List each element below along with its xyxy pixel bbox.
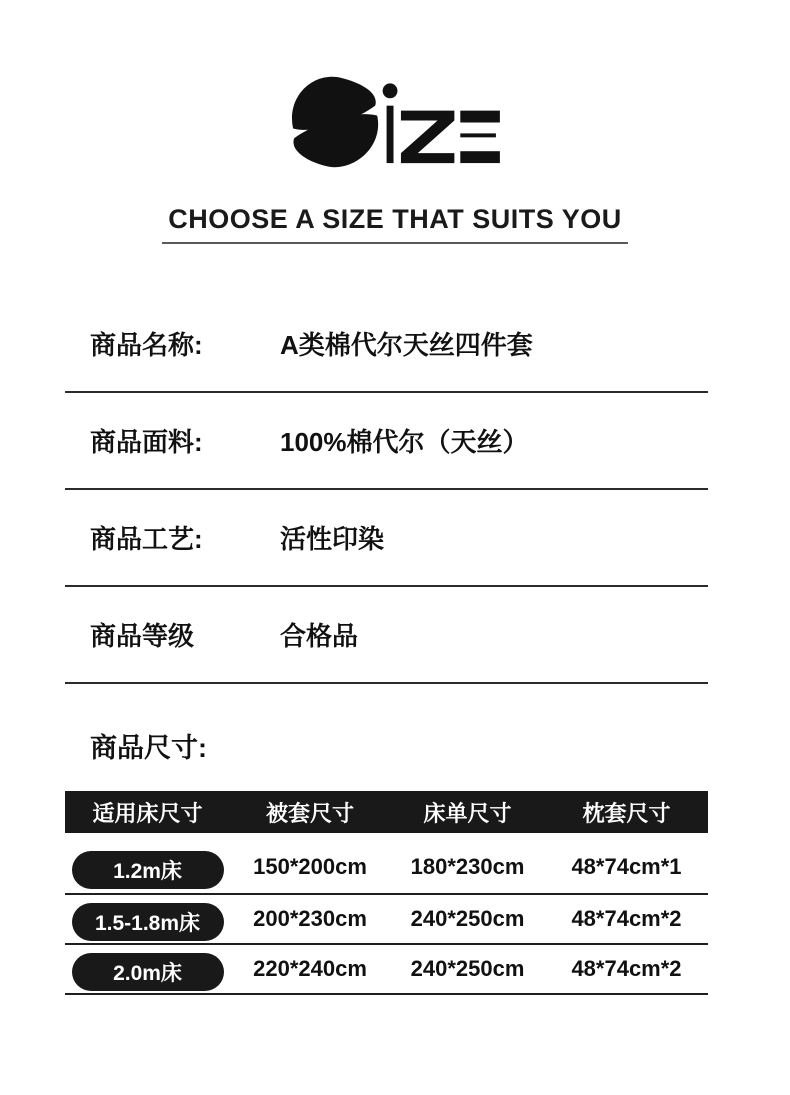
product-info-value: 活性印染: [280, 524, 385, 554]
size-table-header: [65, 791, 708, 833]
sheet-size-value: 240*250cm: [410, 906, 525, 931]
duvet-size-value: 150*200cm: [253, 854, 367, 879]
pillow-size-value: 48*74cm*1: [571, 854, 682, 879]
duvet-size-value: 200*230cm: [253, 906, 367, 931]
table-row: [65, 945, 708, 995]
product-info-label: 商品名称:: [90, 330, 203, 360]
product-info-row-grade: [65, 587, 708, 684]
tagline: CHOOSE A SIZE THAT SUITS YOU: [162, 204, 628, 244]
bed-size-pill: 2.0m床: [72, 953, 224, 991]
header-duvet-size: 被套尺寸: [265, 800, 354, 826]
product-info-row-name: [65, 296, 708, 393]
product-info-value: 100%棉代尔（天丝）: [280, 427, 529, 457]
product-info-row-craft: [65, 490, 708, 587]
bed-size-pill: 1.5-1.8m床: [72, 903, 224, 941]
size-table: [65, 791, 708, 995]
size-logo: [0, 0, 790, 170]
pillow-size-value: 48*74cm*2: [571, 956, 682, 981]
pillow-size-value: 48*74cm*2: [571, 906, 682, 931]
product-info-label: 商品面料:: [90, 427, 203, 457]
product-info-row-fabric: [65, 393, 708, 490]
product-info-label: 商品等级: [90, 621, 195, 651]
duvet-size-value: 220*240cm: [253, 956, 367, 981]
table-row: [65, 895, 708, 945]
product-info-label: 商品工艺:: [90, 524, 203, 554]
header-sheet-size: 床单尺寸: [423, 800, 512, 826]
tagline-container: [0, 204, 790, 244]
sheet-size-value: 180*230cm: [410, 854, 525, 879]
size-section-title: 商品尺寸:: [90, 733, 207, 763]
header-bed-size: 适用床尺寸: [92, 800, 203, 826]
product-info-value: A类棉代尔天丝四件套: [280, 330, 533, 360]
sheet-size-value: 240*250cm: [410, 956, 525, 981]
table-row: [65, 833, 708, 895]
bed-size-pill: 1.2m床: [72, 851, 224, 889]
product-info-value: 合格品: [280, 621, 359, 651]
product-info-section: [65, 296, 708, 684]
size-logo-graphic: [289, 76, 501, 170]
header-pillow-size: 枕套尺寸: [582, 800, 671, 826]
